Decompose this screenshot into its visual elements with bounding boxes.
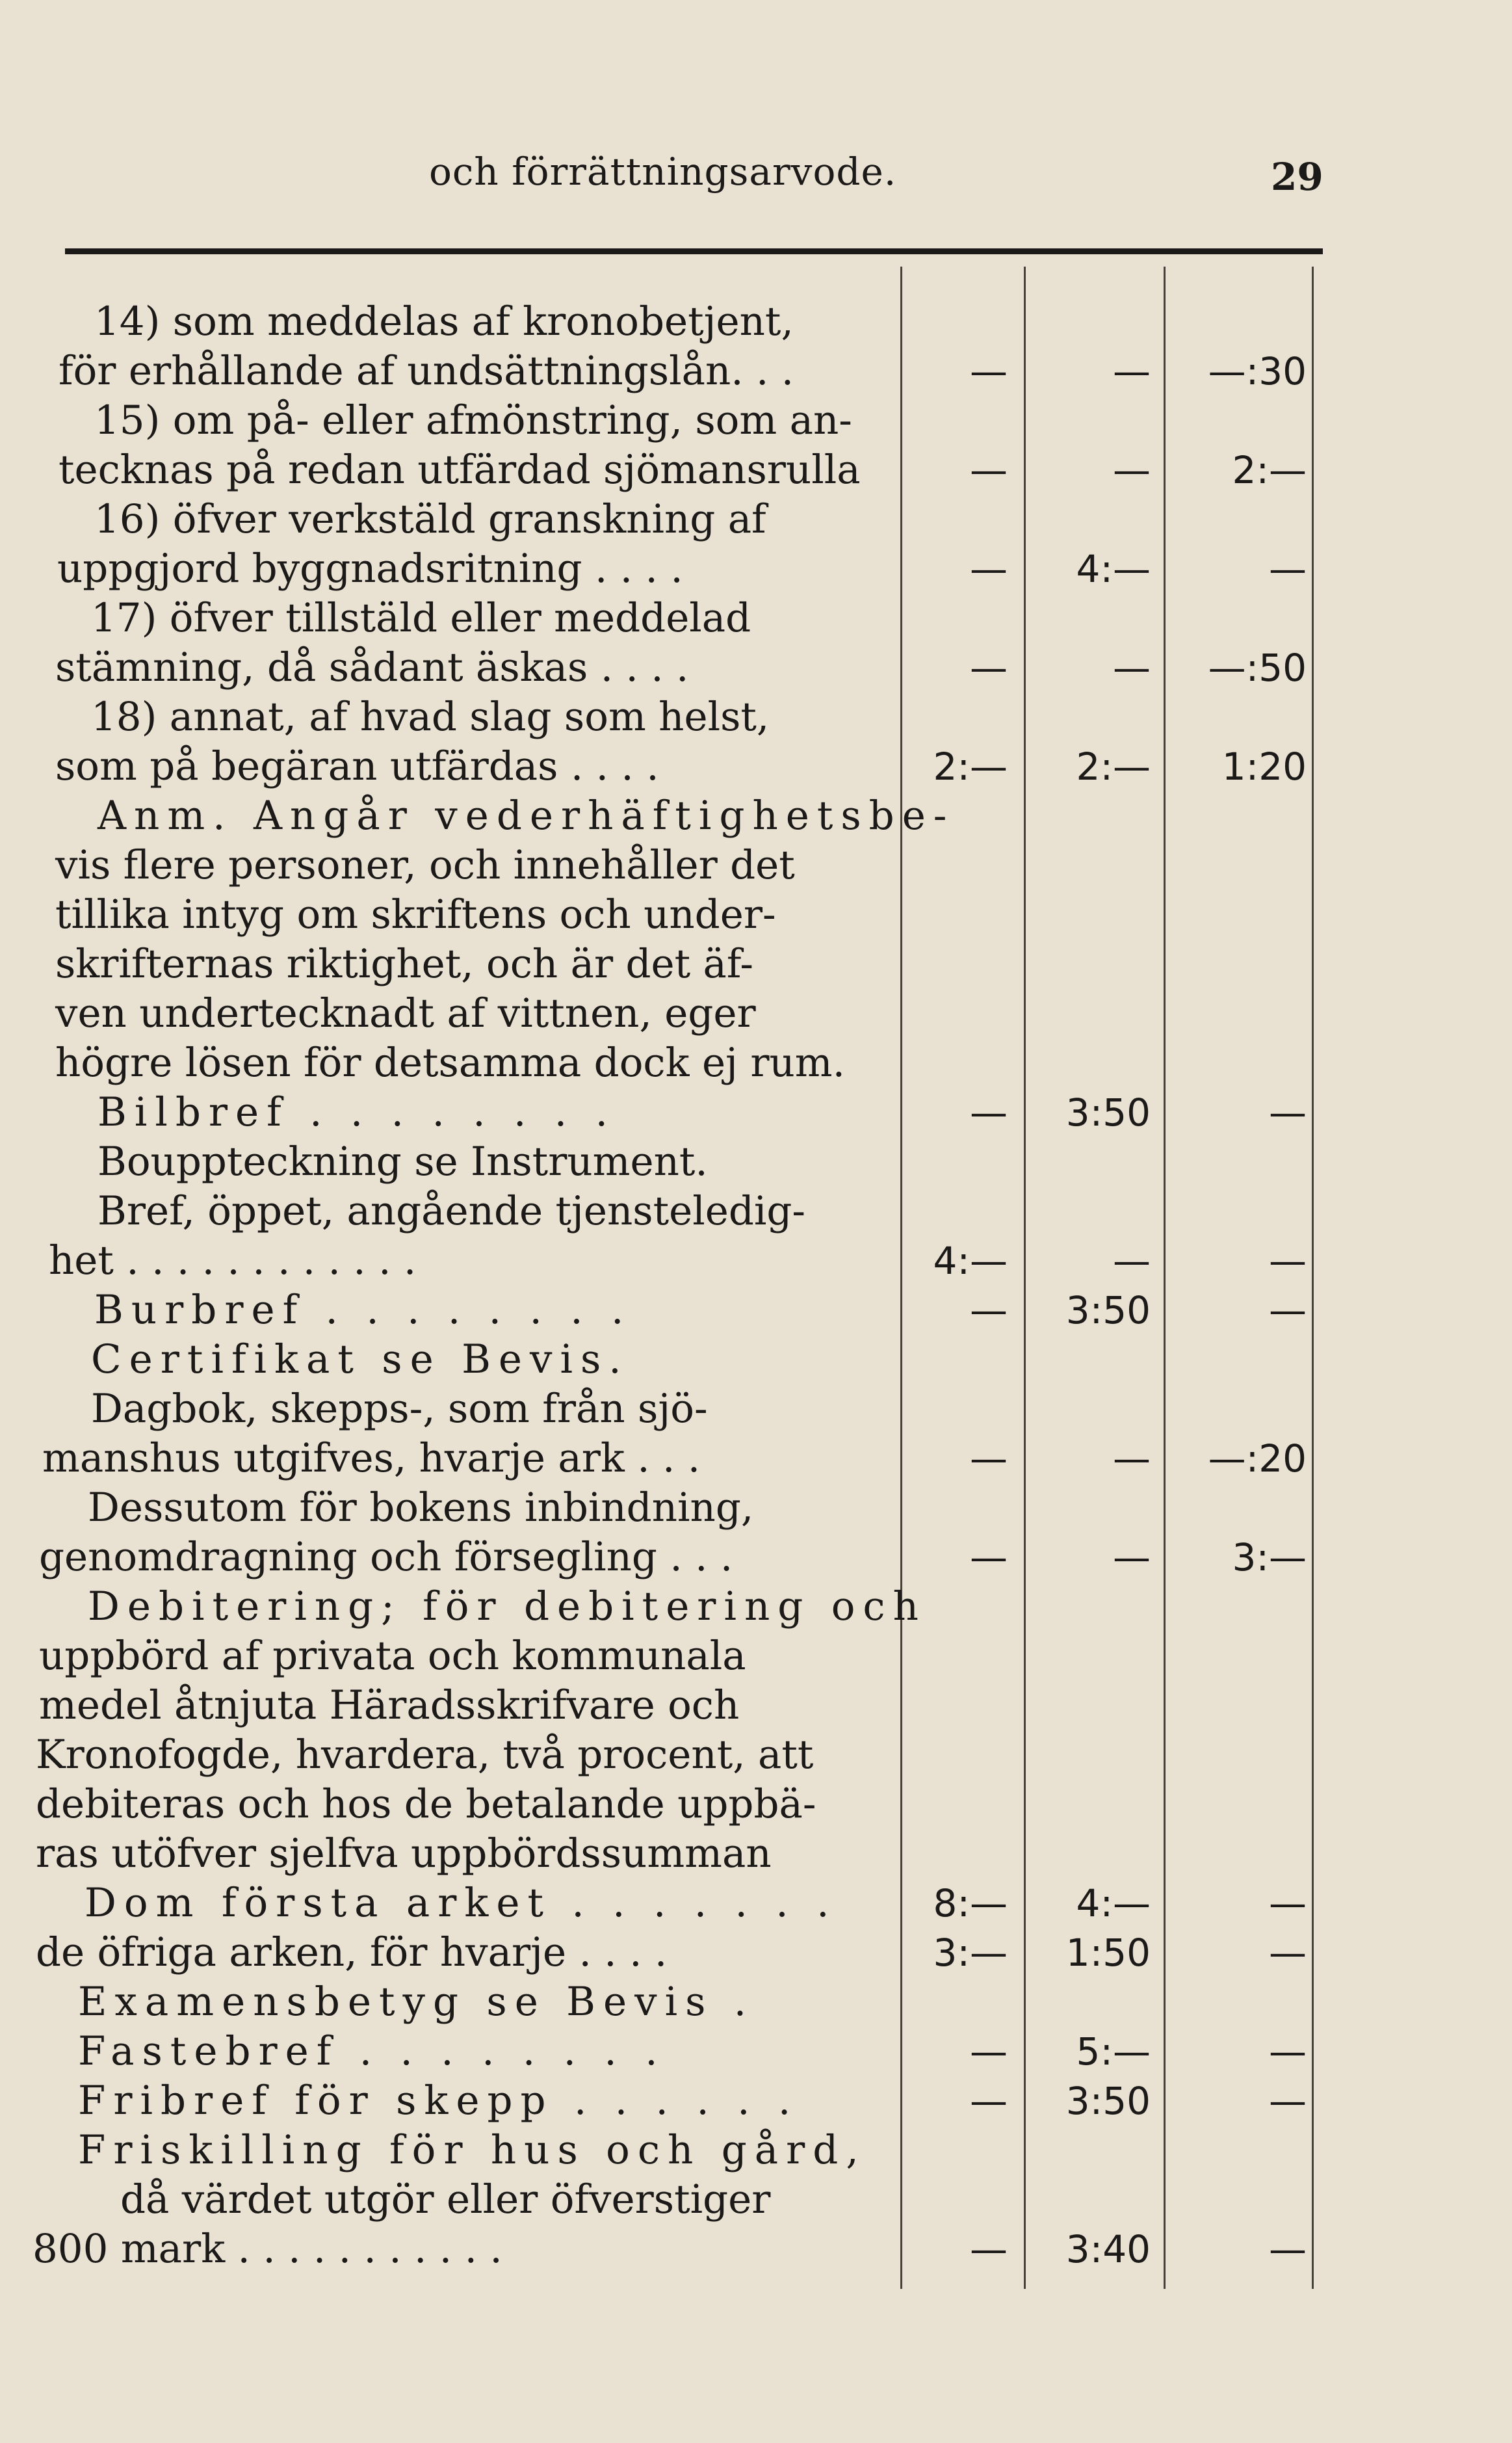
table-row xyxy=(0,1286,1512,1335)
table-row xyxy=(0,940,1512,989)
table-row xyxy=(0,2126,1512,2175)
entry-text: Fastebref . . . . . . . . xyxy=(78,2028,666,2074)
entry-text: medel åtnjuta Häradsskrifvare och xyxy=(39,1682,740,1728)
fee-col-2: 2:— xyxy=(1076,745,1151,789)
entry-text: högre lösen för detsamma dock ej rum. xyxy=(55,1040,846,1086)
table-row xyxy=(0,445,1512,495)
table-row xyxy=(0,1631,1512,1681)
table-row xyxy=(0,989,1512,1038)
table-row xyxy=(0,1236,1512,1286)
table-row xyxy=(0,1187,1512,1236)
table-row xyxy=(0,1928,1512,1977)
header-rule xyxy=(65,248,1323,254)
table-row xyxy=(0,2027,1512,2076)
entry-text: Examensbetyg se Bevis . xyxy=(78,1979,755,2025)
table-row xyxy=(0,1137,1512,1187)
entry-text: Kronofogde, hvardera, två procent, att xyxy=(36,1732,814,1778)
table-row xyxy=(0,2225,1512,2274)
fee-col-1: 4:— xyxy=(933,1239,1008,1283)
entry-text: tillika intyg om skriftens och under- xyxy=(55,891,776,938)
entry-text: vis flere personer, och innehåller det xyxy=(55,842,795,888)
table-row xyxy=(0,1780,1512,1829)
table-row xyxy=(0,2175,1512,2225)
fee-col-2: 3:50 xyxy=(1065,1090,1151,1135)
fee-col-1: — xyxy=(970,547,1008,591)
entry-text: 14) som meddelas af kronobetjent, xyxy=(94,298,794,345)
entry-text: Bouppteckning se Instrument. xyxy=(98,1139,708,1185)
entry-text: tecknas på redan utfärdad sjömansrulla xyxy=(59,447,861,493)
fee-col-2: 3:50 xyxy=(1065,2079,1151,2123)
table-row xyxy=(0,544,1512,594)
fee-col-3: — xyxy=(1269,547,1307,591)
fee-col-2: 4:— xyxy=(1076,547,1151,591)
table-row xyxy=(0,347,1512,396)
table-row xyxy=(0,1088,1512,1137)
entry-text: Dom första arket . . . . . . . xyxy=(85,1880,837,1926)
entry-text: Certifikat se Bevis. xyxy=(91,1336,629,1382)
fee-col-1: 2:— xyxy=(933,745,1008,789)
table-row xyxy=(0,594,1512,643)
entry-text: debiteras och hos de betalande uppbä- xyxy=(36,1781,816,1827)
entry-text: Bilbref . . . . . . . . xyxy=(98,1089,616,1135)
fee-col-1: — xyxy=(970,1436,1008,1481)
fee-col-3: 1:20 xyxy=(1221,745,1307,789)
fee-col-1: — xyxy=(970,2227,1008,2271)
entry-text: uppgjord byggnadsritning . . . . xyxy=(57,546,683,592)
entry-text: Anm. Angår vederhäftighetsbe- xyxy=(98,793,955,839)
table-row xyxy=(0,1681,1512,1730)
table-row xyxy=(0,1730,1512,1780)
table-row xyxy=(0,1335,1512,1384)
fee-col-3: —:20 xyxy=(1208,1436,1307,1481)
fee-col-2: — xyxy=(1113,448,1151,492)
entry-text: som på begäran utfärdas . . . . xyxy=(55,743,659,789)
table-row xyxy=(0,742,1512,791)
fee-col-1: 3:— xyxy=(933,1931,1008,1975)
entry-text: 18) annat, af hvad slag som helst, xyxy=(91,694,770,740)
entry-text: het . . . . . . . . . . . . xyxy=(49,1237,417,1284)
fee-col-2: — xyxy=(1113,349,1151,393)
fee-col-3: — xyxy=(1269,1288,1307,1332)
fee-col-3: —:50 xyxy=(1208,646,1307,690)
fee-col-3: — xyxy=(1269,1881,1307,1925)
table-row xyxy=(0,1533,1512,1582)
fee-col-3: — xyxy=(1269,1931,1307,1975)
table-row xyxy=(0,2076,1512,2126)
entry-text: skrifternas riktighet, och är det äf- xyxy=(55,941,753,987)
fee-col-1: — xyxy=(970,1090,1008,1135)
table-row xyxy=(0,495,1512,544)
fee-col-1: — xyxy=(970,448,1008,492)
entry-text: Dagbok, skepps-, som från sjö- xyxy=(91,1386,708,1432)
entry-text: ven undertecknadt af vittnen, eger xyxy=(55,990,756,1037)
fee-col-1: — xyxy=(970,349,1008,393)
entry-text: för erhållande af undsättningslån. . . xyxy=(59,348,794,394)
fee-col-1: — xyxy=(970,1288,1008,1332)
entry-text: ras utöfver sjelfva uppbördssumman xyxy=(36,1830,772,1877)
fee-col-3: — xyxy=(1269,2079,1307,2123)
page-number: 29 xyxy=(1271,155,1323,199)
fee-col-1: — xyxy=(970,2029,1008,2074)
entry-text: genomdragning och försegling . . . xyxy=(39,1534,733,1580)
fee-col-3: —:30 xyxy=(1208,349,1307,393)
fee-col-1: 8:— xyxy=(933,1881,1008,1925)
fee-col-2: 3:40 xyxy=(1065,2227,1151,2271)
entry-text: 800 mark . . . . . . . . . . . xyxy=(33,2226,502,2272)
fee-col-1: — xyxy=(970,646,1008,690)
fee-col-2: — xyxy=(1113,1239,1151,1283)
entry-text: 16) öfver verkstäld granskning af xyxy=(94,496,766,542)
entry-text: manshus utgifves, hvarje ark . . . xyxy=(42,1435,701,1481)
table-row xyxy=(0,890,1512,940)
fee-col-3: — xyxy=(1269,1090,1307,1135)
fee-col-2: 5:— xyxy=(1076,2029,1151,2074)
fee-col-2: 1:50 xyxy=(1065,1931,1151,1975)
entry-text: 17) öfver tillstäld eller meddelad xyxy=(91,595,751,641)
table-row xyxy=(0,791,1512,841)
entry-text: då värdet utgör eller öfverstiger xyxy=(120,2176,771,2223)
fee-col-1: — xyxy=(970,2079,1008,2123)
fee-col-3: — xyxy=(1269,2227,1307,2271)
fee-col-2: — xyxy=(1113,1535,1151,1579)
fee-col-1: — xyxy=(970,1535,1008,1579)
fee-col-2: — xyxy=(1113,1436,1151,1481)
entry-text: 15) om på- eller afmönstring, som an- xyxy=(94,397,852,443)
table-row xyxy=(0,643,1512,693)
table-row xyxy=(0,841,1512,890)
running-title: och förrättningsarvode. xyxy=(429,150,897,194)
fee-col-3: 3:— xyxy=(1232,1535,1307,1579)
fee-col-2: 4:— xyxy=(1076,1881,1151,1925)
table-row xyxy=(0,297,1512,347)
entry-text: Burbref . . . . . . . . xyxy=(94,1287,632,1333)
fee-col-2: 3:50 xyxy=(1065,1288,1151,1332)
table-row xyxy=(0,1038,1512,1088)
fee-col-3: — xyxy=(1269,1239,1307,1283)
fee-col-3: — xyxy=(1269,2029,1307,2074)
entry-text: Dessutom för bokens inbindning, xyxy=(88,1485,754,1531)
table-row xyxy=(0,1879,1512,1928)
table-row xyxy=(0,1977,1512,2027)
entry-text: Bref, öppet, angående tjensteledig- xyxy=(98,1188,806,1234)
entry-text: uppbörd af privata och kommunala xyxy=(39,1633,746,1679)
entry-text: Debitering; för debitering och xyxy=(88,1583,926,1630)
entry-text: stämning, då sådant äskas . . . . xyxy=(55,644,689,691)
fee-col-3: 2:— xyxy=(1232,448,1307,492)
table-row xyxy=(0,1829,1512,1879)
fee-col-2: — xyxy=(1113,646,1151,690)
table-row xyxy=(0,396,1512,445)
entry-text: Friskilling för hus och gård, xyxy=(78,2127,867,2173)
table-row xyxy=(0,1483,1512,1533)
table-row xyxy=(0,1434,1512,1483)
table-row xyxy=(0,1384,1512,1434)
table-row xyxy=(0,693,1512,742)
table-row xyxy=(0,1582,1512,1631)
entry-text: Fribref för skepp . . . . . . xyxy=(78,2078,799,2124)
entry-text: de öfriga arken, för hvarje . . . . xyxy=(36,1929,668,1975)
